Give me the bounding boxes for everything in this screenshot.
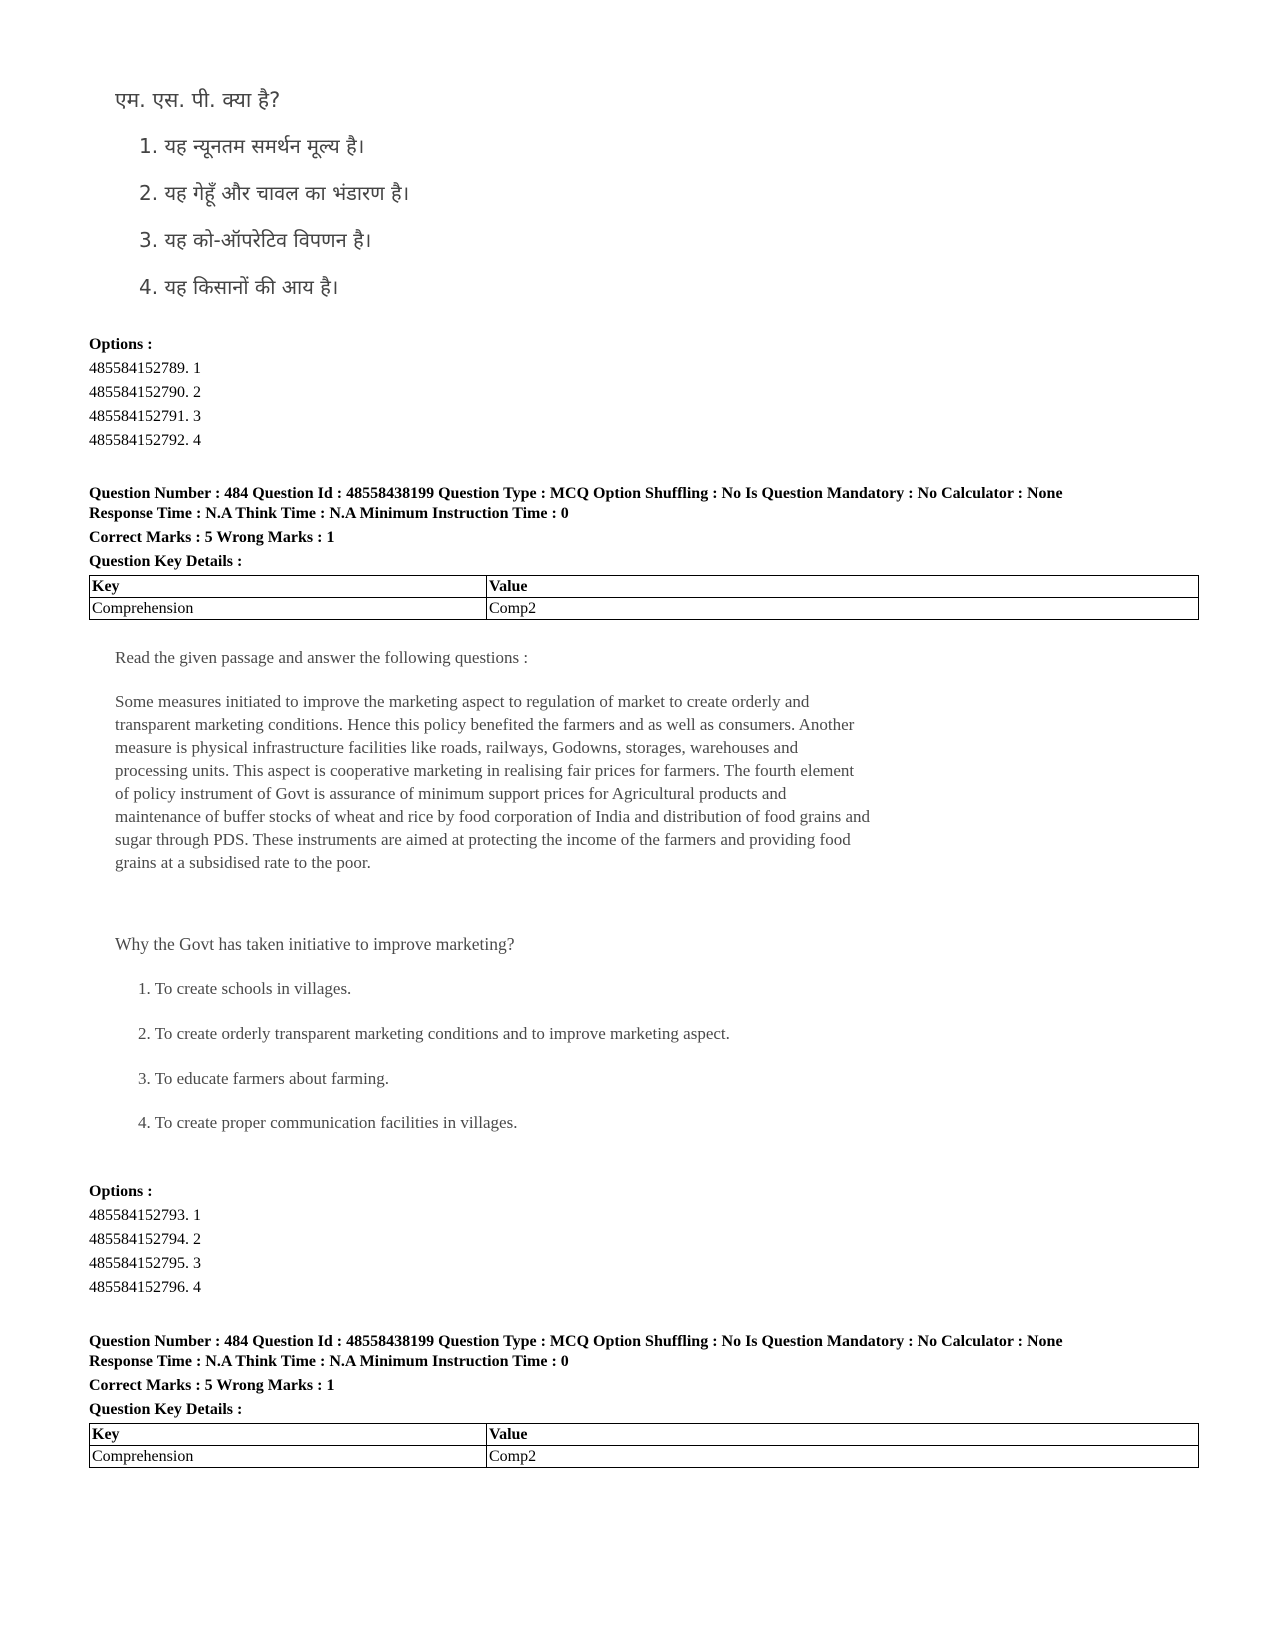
table-row	[90, 1446, 1199, 1468]
table-cell-value: Comp2	[487, 598, 1199, 620]
options-block-1	[89, 333, 201, 453]
option-id-item: 485584152789. 1	[89, 360, 201, 377]
key-details-table	[89, 575, 1199, 620]
table-header-value: Value	[487, 576, 1199, 598]
key-details-heading: Question Key Details :	[89, 1401, 243, 1418]
option-id-item: 485584152793. 1	[89, 1207, 201, 1224]
marks-line: Correct Marks : 5 Wrong Marks : 1	[89, 529, 335, 546]
hindi-option-3: 3. यह को-ऑपरेटिव विपणन है।	[139, 228, 372, 252]
option-id-item: 485584152792. 4	[89, 432, 201, 449]
passage-line: Some measures initiated to improve the marketing aspect to regulation of market to create orderly and	[115, 692, 810, 711]
option-id-item: 485584152796. 4	[89, 1279, 201, 1296]
table-header-key: Key	[90, 576, 487, 598]
question-meta-line: Question Number : 484 Question Id : 48558438199 Question Type : MCQ Option Shuffling : No Is Question Mandatory : No Calculator : None	[89, 1333, 1063, 1350]
response-time-line: Response Time : N.A Think Time : N.A Minimum Instruction Time : 0	[89, 1353, 569, 1370]
hindi-option-2: 2. यह गेहूँ और चावल का भंडारण है।	[139, 181, 410, 205]
english-question-image	[115, 648, 995, 1138]
table-cell-value: Comp2	[487, 1446, 1199, 1468]
passage-line: transparent marketing conditions. Hence this policy benefited the farmers and as well as consumers. Another	[115, 715, 855, 734]
hindi-question-image	[115, 86, 515, 306]
hindi-option-1: 1. यह न्यूनतम समर्थन मूल्य है।	[139, 134, 365, 158]
table-row	[90, 598, 1199, 620]
english-option-1: 1. To create schools in villages.	[138, 979, 352, 998]
options-heading: Options :	[89, 1183, 153, 1200]
passage-line: grains at a subsidised rate to the poor.	[115, 853, 371, 872]
option-id-item: 485584152791. 3	[89, 408, 201, 425]
key-details-table	[89, 1423, 1199, 1468]
table-header-row	[90, 576, 1199, 598]
passage-line: measure is physical infrastructure facilities like roads, railways, Godowns, storages, warehouses and	[115, 738, 799, 757]
passage-line: of policy instrument of Govt is assurance of minimum support prices for Agricultural products and	[115, 784, 787, 803]
table-header-key: Key	[90, 1424, 487, 1446]
hindi-question-stem: एम. एस. पी. क्या है?	[115, 88, 281, 112]
question-meta-1	[89, 484, 1199, 620]
marks-line: Correct Marks : 5 Wrong Marks : 1	[89, 1377, 335, 1394]
english-option-2: 2. To create orderly transparent marketing conditions and to improve marketing aspect.	[138, 1024, 730, 1043]
table-header-value: Value	[487, 1424, 1199, 1446]
key-details-heading: Question Key Details :	[89, 553, 243, 570]
option-id-item: 485584152790. 2	[89, 384, 201, 401]
comprehension-passage	[115, 690, 975, 874]
response-time-line: Response Time : N.A Think Time : N.A Minimum Instruction Time : 0	[89, 505, 569, 522]
question-meta-2	[89, 1332, 1199, 1468]
hindi-option-4: 4. यह किसानों की आय है।	[139, 275, 339, 299]
passage-line: maintenance of buffer stocks of wheat and rice by food corporation of India and distribution of food grains and	[115, 807, 871, 826]
table-cell-key: Comprehension	[90, 1446, 487, 1468]
passage-line: processing units. This aspect is cooperative marketing in realising fair prices for farmers. The fourth element	[115, 761, 855, 780]
english-option-3: 3. To educate farmers about farming.	[138, 1069, 390, 1088]
question-meta-line: Question Number : 484 Question Id : 48558438199 Question Type : MCQ Option Shuffling : No Is Question Mandatory : No Calculator : None	[89, 485, 1063, 502]
options-block-2	[89, 1180, 201, 1300]
table-cell-key: Comprehension	[90, 598, 487, 620]
english-question-stem: Why the Govt has taken initiative to improve marketing?	[115, 934, 515, 954]
passage-line: sugar through PDS. These instruments are aimed at protecting the income of the farmers and providing food	[115, 830, 851, 849]
table-header-row	[90, 1424, 1199, 1446]
english-option-4: 4. To create proper communication facilities in villages.	[138, 1113, 518, 1132]
option-id-item: 485584152794. 2	[89, 1231, 201, 1248]
passage-instruction: Read the given passage and answer the following questions :	[115, 648, 529, 667]
options-heading: Options :	[89, 336, 153, 353]
option-id-item: 485584152795. 3	[89, 1255, 201, 1272]
